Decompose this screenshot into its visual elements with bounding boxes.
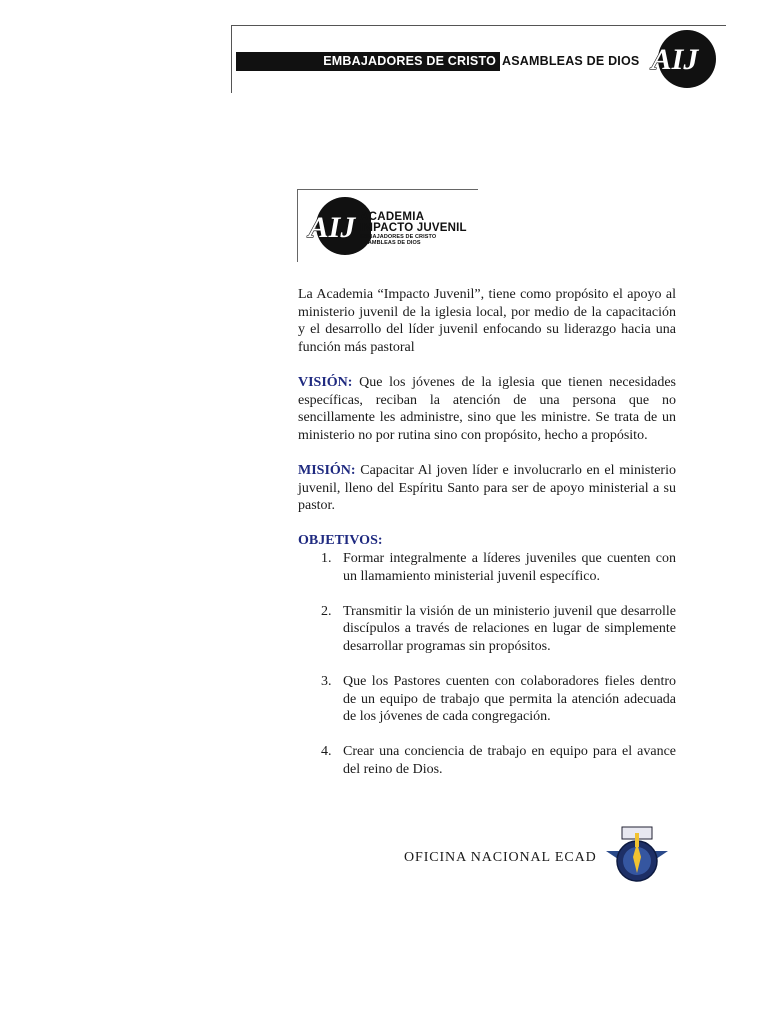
list-item-text: Transmitir la visión de un ministerio juvenil que desarrolle discípulos a través de relaciones en lugar de simplemente desarrollar programas sin propósitos. [343,603,676,654]
objectives-list [298,550,676,779]
academy-name-line4: ASAMBLEAS DE DIOS [360,240,421,246]
svg-text:AIJ: AIJ [651,43,699,76]
mission-paragraph [298,462,676,515]
academy-name-line3: EMBAJADORES DE CRISTO [360,234,437,240]
list-item-text: Que los Pastores cuenten con colaboradores fieles dentro de un equipo de trabajo que permita la atención adecuada de los jóvenes de cada congregación. [343,674,676,725]
list-item-number: 1. [321,550,332,566]
academy-name-line1: ACADEMIA [360,211,425,223]
vision-paragraph [298,374,676,444]
svg-text:AIJ: AIJ [308,211,356,244]
intro-paragraph: La Academia “Impacto Juvenil”, tiene como propósito el apoyo al ministerio juvenil de la iglesia local, por medio de la capacitación y el desarrollo del líder juvenil enfocando su liderazgo hacia una función más pastoral [298,287,676,355]
footer-office: OFICINA NACIONAL ECAD [404,850,597,865]
ecad-seal-icon [604,821,670,885]
aij-logo-icon [643,29,719,89]
list-item [298,603,676,656]
list-item-number: 2. [321,603,332,619]
vision-text: Que los jóvenes de la iglesia que tienen necesidades específicas, reciban la atención de una persona que no sencillamente les administre, sino que les ministre. Se trata de un ministerio no por rutina sino con propósito, hecho a propósito. [298,374,676,443]
list-item-number: 3. [321,674,332,690]
list-item [298,673,676,726]
vision-label: VISIÓN: [298,374,353,390]
objectives-title: OBJETIVOS: [298,533,383,549]
list-item-text: Formar integralmente a líderes juveniles que cuenten con un llamamiento ministerial juvenil específico. [343,550,676,584]
list-item-number: 4. [321,744,332,760]
list-item-text: Crear una conciencia de trabajo en equipo para el avance del reino de Dios. [343,744,676,778]
academy-name [360,212,467,246]
document-body [298,286,676,796]
header-bar: EMBAJADORES DE CRISTO [236,52,500,71]
list-item [298,743,676,778]
academy-name-line2: IMPACTO JUVENIL [360,222,467,234]
header-secondary-text: ASAMBLEAS DE DIOS [502,54,640,68]
list-item [298,550,676,585]
mission-label: MISIÓN: [298,462,356,478]
mission-text: Capacitar Al joven líder e involucrarlo en el ministerio juvenil, lleno del Espíritu Santo para ser de apoyo ministerial a su pastor. [298,462,676,514]
